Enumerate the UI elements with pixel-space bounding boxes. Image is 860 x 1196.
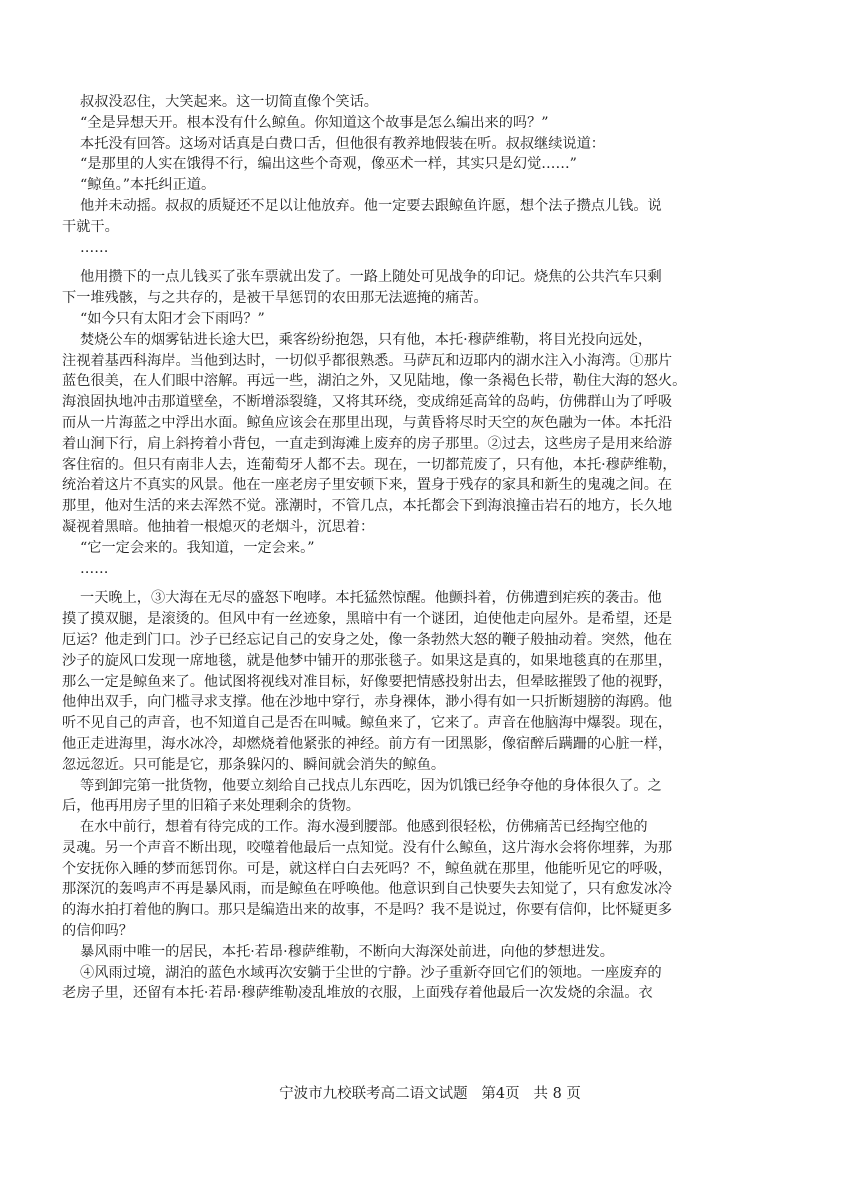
text-line: 注视着基西科海岸。当他到达时，一切似乎都很熟悉。马萨瓦和迈耶内的湖水注入小海湾。①那片	[62, 352, 673, 369]
text-line: 下一堆残骸，与之共存的，是被干旱惩罚的农田那无法遮掩的痛苦。	[62, 290, 488, 307]
text-line: 一天晚上，③大海在无尽的盛怒下咆哮。本托猛然惊醒。他颤抖着，仿佛遭到疟疾的袭击。他	[62, 590, 662, 607]
text-line: 而从一片海蓝之中浮出水面。鲸鱼应该会在那里出现，与黄昏将尽时天空的灰色融为一体。本托沿	[62, 414, 673, 431]
text-line: 他用攒下的一点儿钱买了张车票就出发了。一路上随处可见战争的印记。烧焦的公共汽车只剩	[62, 269, 662, 286]
text-line: 摸了摸双腿，是滚烫的。但风中有一丝迹象，黑暗中有一个谜团，迫使他走向屋外。是希望，还是	[62, 611, 673, 628]
text-line: 老房子里，还留有本托·若昂·穆萨维勒凌乱堆放的衣服，上面残存着他最后一次发烧的余温。衣	[62, 985, 653, 1002]
text-line: 海浪固执地冲击那道壁垒，不断增添裂缝，又将其环绕，变成绵延高耸的岛屿，仿佛群山为了呼吸	[62, 394, 673, 411]
text-line: 他伸出双手，向门槛寻求支撑。他在沙地中穿行，赤身裸体，渺小得有如一只折断翅膀的海鸥。他	[62, 694, 673, 711]
page-footer: 宁波市九校联考高二语文试题 第4页 共 8 页	[279, 1086, 581, 1102]
text-line: 沙子的旋风口发现一席地毯，就是他梦中铺开的那张毯子。如果这是真的，如果地毯真的在那里，	[62, 652, 673, 669]
text-line: 忽远忽近。只可能是它，那条躲闪的、瞬间就会消失的鲸鱼。	[62, 756, 446, 773]
text-line	[62, 1004, 810, 1025]
text-line: “它一定会来的。我知道，一定会来。”	[62, 539, 315, 556]
text-line: 厄运？他走到门口。沙子已经忘记自己的安身之处，像一条勃然大怒的鞭子般抽动着。突然，他在	[62, 631, 673, 648]
text-line: 等到卸完第一批货物，他要立刻给自己找点儿东西吃，因为饥饿已经争夺他的身体很久了。之	[62, 777, 662, 794]
text-line: “鲸鱼。”本托纠正道。	[62, 177, 216, 194]
text-line: ……	[62, 560, 109, 577]
text-line: 灵魂。另一个声音不断出现，咬噬着他最后一点知觉。没有什么鲸鱼，这片海水会将你埋葬，为那	[62, 839, 673, 856]
text-line: 听不见自己的声音，也不知道自己是否在叫喊。鲸鱼来了，它来了。声音在他脑海中爆裂。现在，	[62, 715, 673, 732]
text-line: ④风雨过境，湖泊的蓝色水域再次安躺于尘世的宁静。沙子重新夺回它们的领地。一座废弃的	[62, 964, 662, 981]
text-line: 那里，他对生活的来去浑然不觉。涨潮时，不管几点，本托都会下到海浪撞击岩石的地方，长久地	[62, 498, 673, 515]
text-line: 统治着这片不真实的风景。他在一座老房子里安顿下来，置身于残存的家具和新生的鬼魂之间。在	[62, 477, 673, 494]
text-line: 本托没有回答。这场对话真是白费口舌，但他很有教养地假装在听。叔叔继续说道：	[62, 135, 605, 152]
text-line: 客住宿的。但只有南非人去，连葡萄牙人都不去。现在，一切都荒废了，只有他，本托·穆萨维勒，	[62, 456, 677, 473]
text-line	[62, 1025, 810, 1046]
text-line: 个安抚你入睡的梦而惩罚你。可是，就这样白白去死吗？不，鲸鱼就在那里，他能听见它的呼吸，	[62, 860, 673, 877]
text-line: 的海水拍打着他的胸口。那只是编造出来的故事，不是吗？我不是说过，你要有信仰，比怀疑更多	[62, 902, 673, 919]
text-line: 他并未动摇。叔叔的质疑还不足以让他放弃。他一定要去跟鲸鱼许愿，想个法子攒点儿钱。说	[62, 197, 662, 214]
text-line: 着山涧下行，肩上斜挎着小背包，一直走到海滩上废弃的房子那里。②过去，这些房子是用来给游	[62, 435, 673, 452]
text-line: 他正走进海里，海水冰冷，却燃烧着他紧张的神经。前方有一团黑影，像宿醉后蹒跚的心脏一样，	[62, 735, 673, 752]
text-line: 的信仰吗？	[62, 923, 133, 940]
document-body	[62, 92, 810, 1046]
text-line: 蓝色很美，在人们眼中溶解。再远一些，湖泊之外，又见陆地，像一条褐色长带，勒住大海的怒火。	[62, 373, 687, 390]
text-line: 凝视着黑暗。他抽着一根熄灭的老烟斗，沉思着：	[62, 518, 375, 535]
text-line: “如今只有太阳才会下雨吗？”	[62, 310, 265, 327]
text-line: 后，他再用房子里的旧箱子来处理剩余的货物。	[62, 798, 360, 815]
text-line: “全是异想天开。根本没有什么鲸鱼。你知道这个故事是怎么编出来的吗？”	[62, 114, 549, 131]
text-line: 暴风雨中唯一的居民，本托·若昂·穆萨维勒，不断向大海深处前进，向他的梦想进发。	[62, 943, 614, 960]
text-line: 叔叔没忍住，大笑起来。这一切简直像个笑话。	[62, 94, 378, 110]
text-line: 干就干。	[62, 218, 119, 235]
text-line: ……	[62, 239, 109, 256]
text-line: 在水中前行，想着有待完成的工作。海水漫到腰部。他感到很轻松，仿佛痛苦已经掏空他的	[62, 819, 648, 836]
text-line: 那深沉的轰鸣声不再是暴风雨，而是鲸鱼在呼唤他。他意识到自己快要失去知觉了，只有愈发冰冷	[62, 881, 673, 898]
text-line: “是那里的人实在饿得不行，编出这些个奇观，像巫术一样，其实只是幻觉……”	[62, 156, 577, 173]
text-line: 焚烧公车的烟雾钻进长途大巴，乘客纷纷抱怨，只有他，本托·穆萨维勒，将目光投向远处，	[62, 331, 653, 348]
text-line: 那么一定是鲸鱼来了。他试图将视线对准目标，好像要把情感投射出去，但晕眩摧毁了他的视野，	[62, 673, 673, 690]
